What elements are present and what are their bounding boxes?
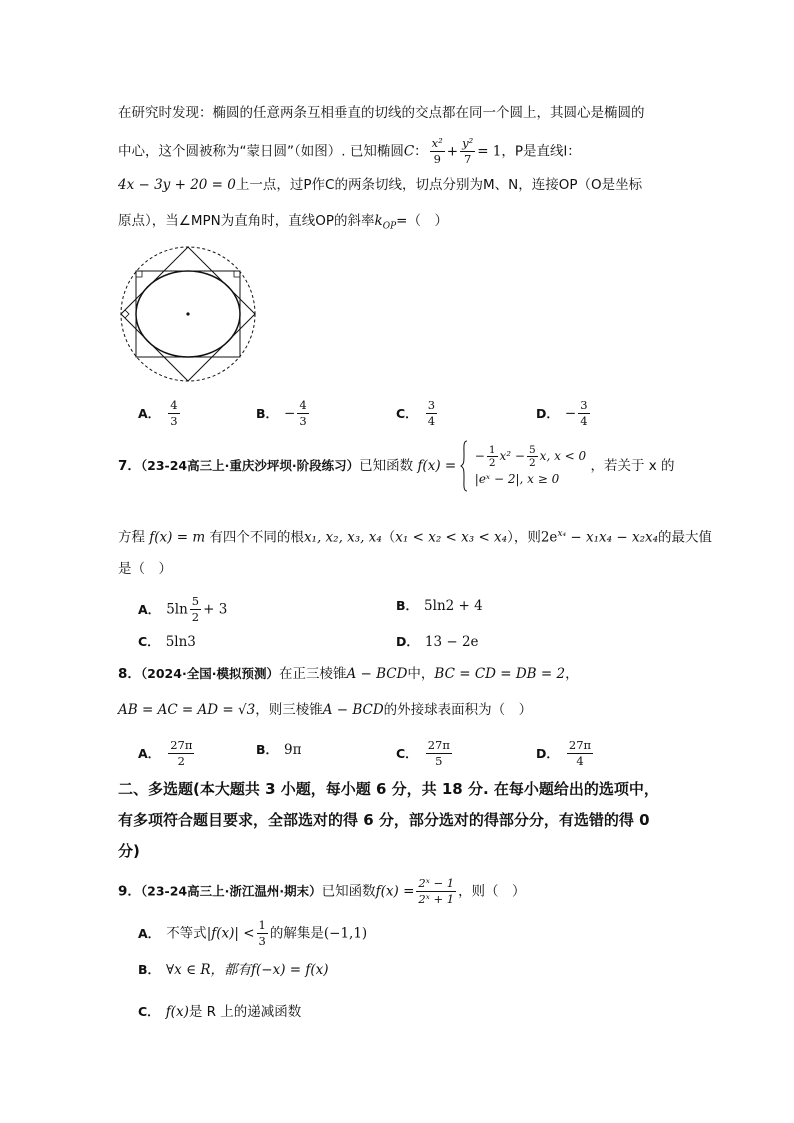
q7-option-d[interactable]: D． 13 − 2e	[396, 634, 479, 650]
q8-option-c[interactable]: C． $\frac{27\pi}{5}$	[396, 738, 450, 768]
monge-circle-figure	[118, 244, 258, 384]
right-angle-mark	[234, 271, 240, 277]
q7-line3: 是（ ）	[118, 561, 172, 577]
q6-option-b[interactable]: B． − $\frac{4}{3}$	[256, 398, 307, 428]
q9-option-a[interactable]: A． 不等式|f(x)| < $\frac{1}{3}$ 的解集是(−1,1)	[138, 918, 368, 948]
q8-option-a[interactable]: A． $\frac{27\pi}{2}$	[138, 738, 193, 768]
q6-line3: 4x − 3y + 20 = 0上一点，过P作C的两条切线，切点分别为M、N，连接OP（O是坐标	[118, 177, 643, 193]
center-point	[186, 312, 189, 315]
q8-option-b[interactable]: B． 9π	[256, 742, 302, 758]
frac-y2-7: $\frac{\text{y²}}{7}$	[462, 136, 474, 166]
q9-option-b[interactable]: B． ∀x ∈ R，都有f(−x) = f(x)	[138, 962, 329, 978]
q7-option-a[interactable]: A． 5ln $\frac{5}{2}$ + 3	[138, 594, 228, 624]
q9-line1: 9．（23-24高三上·浙江温州·期末）已知函数f(x) = $\frac{\text{2ˣ − 1}}{\text{2ˣ + 1}}$ ，则（ ）	[118, 876, 526, 906]
q9-option-c[interactable]: C． f(x)是 R 上的递减函数	[138, 1004, 302, 1020]
q8-line2: AB = AC = AD = √3，则三棱锥A − BCD的外接球表面积为（ ）	[118, 702, 533, 718]
frac-x2-9: $\frac{\text{x²}}{9}$	[431, 136, 443, 166]
q7-option-b[interactable]: B． 5ln2 + 4	[396, 598, 483, 614]
q7-line1: 7．（23-24高三上·重庆沙坪坝·阶段练习）已知函数 f(x) = − $\frac{1}{2}$ x² − $\frac{5}{2}$ x, x < 0 |eˣ − 2|, x ≥ 0 ，若关于 x 的	[118, 456, 675, 476]
q6-option-a[interactable]: A． $\frac{4}{3}$	[138, 398, 178, 428]
q8-option-d[interactable]: D． $\frac{27\pi}{4}$	[536, 738, 592, 768]
q7-line2: 方程 f(x) = m 有四个不同的根x₁, x₂, x₃, x₄（x₁ < x₂ < x₃ < x₄），则$2e^{x_4} - x_1x_4 - x_2x_4$的最大值	[118, 529, 713, 546]
q6-option-d[interactable]: D． − $\frac{3}{4}$	[536, 398, 588, 428]
q6-line4: 原点），当∠MPN为直角时，直线OP的斜率$k_{OP}=$（ ）	[118, 213, 448, 232]
q6-line2: 中心，这个圆被称为“蒙日圆”（如图）. 已知椭圆C： $\frac{\text{x²}}{9}$ + $\frac{\text{y²}}{7}$ = 1，P是直线l：	[118, 136, 581, 166]
q6-option-c[interactable]: C． $\frac{3}{4}$	[396, 398, 436, 428]
right-angle-mark	[125, 310, 129, 318]
q7-option-c[interactable]: C． 5ln3	[138, 634, 196, 650]
q8-line1: 8．（2024·全国·模拟预测）在正三棱锥A − BCD中，BC = CD = DB = 2，	[118, 666, 579, 682]
section-heading-multi-choice: 二、多选题(本大题共 3 小题，每小题 6 分，共 18 分. 在每小题给出的选项中， 有多项符合题目要求，全部选对的得 6 分，部分选对的得部分分，有选错的得 0 分)	[118, 780, 659, 860]
piecewise-cases: − $\frac{1}{2}$ x² − $\frac{5}{2}$ x, x < 0 |eˣ − 2|, x ≥ 0	[474, 443, 587, 486]
piecewise-brace	[460, 440, 468, 492]
q6-line1: 在研究时发现：椭圆的任意两条互相垂直的切线的交点都在同一个圆上，其圆心是椭圆的	[118, 105, 645, 121]
right-angle-mark	[136, 271, 142, 277]
